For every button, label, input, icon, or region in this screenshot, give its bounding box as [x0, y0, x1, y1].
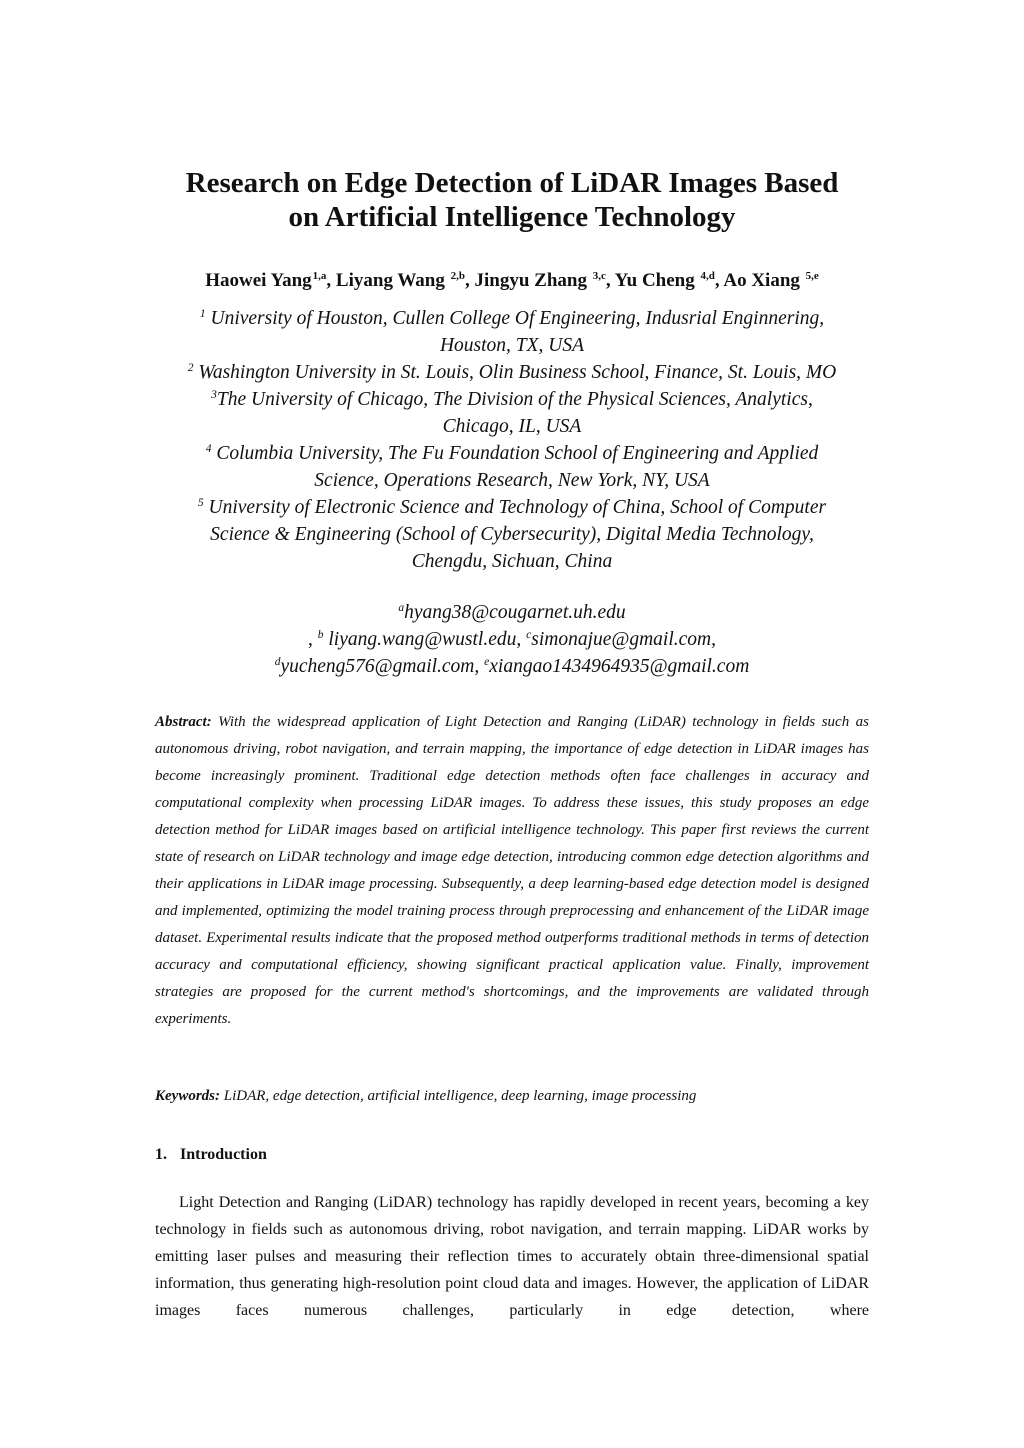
- section-heading-introduction: [155, 1141, 267, 1168]
- email-list: [100, 599, 924, 680]
- email-line-1: $^a$hyang38@cougarnet.uh.edu: [398, 602, 626, 623]
- affiliation-4-line-1: $^4$ Columbia University, The Fu Foundation School of Engineering and Applied: [205, 443, 819, 464]
- author: Liyang Wang $^{2,b}$,: [335, 270, 475, 291]
- paper-title: [100, 166, 924, 234]
- keywords-label: Keywords:: [155, 1088, 220, 1104]
- affiliation-3-line-1: $^3$The University of Chicago, The Division of the Physical Sciences, Analytics,: [211, 389, 813, 410]
- abstract-text: With the widespread application of Light Detection and Ranging (LiDAR) technology in fields such as autonomous driving, robot navigation, and terrain mapping, the importance of edge detection in LiDAR images has become increasingly prominent. Traditional edge detection methods often face challenges in accuracy and computational complexity when processing LiDAR images. To address these issues, this study proposes an edge detection method for LiDAR images based on artificial intelligence technology. This paper first reviews the current state of research on LiDAR technology and image edge detection, introducing common edge detection algorithms and their applications in LiDAR image processing. Subsequently, a deep learning-based edge detection model is designed and implemented, optimizing the model training process through preprocessing and enhancement of the LiDAR image dataset. Experimental results indicate that the proposed method outperforms traditional methods in terms of detection accuracy and computational efficiency, showing significant practical application value. Finally, improvement strategies are proposed for the current method's shortcomings, and the improvements are validated through experiments.: [155, 714, 869, 1027]
- section-title: Introduction: [180, 1146, 267, 1163]
- affiliation-1-line-1: $^1$ University of Houston, Cullen College Of Engineering, Indusrial Enginnering,: [199, 308, 825, 329]
- author: Jingyu Zhang $^{3,c}$,: [474, 270, 615, 291]
- email-a[interactable]: hyang38@cougarnet.uh.edu: [404, 602, 626, 623]
- email-b[interactable]: liyang.wang@wustl.edu,: [323, 629, 527, 650]
- affiliation-4-line-2: Science, Operations Research, New York, NY, USA: [314, 470, 710, 491]
- author-list: [80, 268, 944, 294]
- affiliation-5-line-2: Science & Engineering (School of Cybersecurity), Digital Media Technology,: [210, 524, 814, 545]
- affiliation-1-line-2: Houston, TX, USA: [439, 335, 585, 356]
- keywords-text: LiDAR, edge detection, artificial intelligence, deep learning, image processing: [223, 1088, 697, 1104]
- abstract: [155, 709, 869, 1033]
- title-line-2: on Artificial Intelligence Technology: [288, 201, 736, 233]
- email-e[interactable]: xiangao1434964935@gmail.com: [489, 656, 750, 677]
- author: Yu Cheng $^{4,d}$,: [614, 270, 724, 291]
- affiliation-3-line-2: Chicago, IL, USA: [442, 416, 582, 437]
- section-number: 1.: [155, 1146, 167, 1163]
- email-c[interactable]: simonajue@gmail.com,: [531, 629, 717, 650]
- email-line-3: $^d$yucheng576@gmail.com, $^e$xiangao1434964935@gmail.com: [274, 656, 750, 677]
- abstract-label: Abstract:: [155, 714, 212, 730]
- email-d[interactable]: yucheng576@gmail.com,: [280, 656, 485, 677]
- affiliations: [100, 305, 924, 575]
- author: Haowei Yang$^{1,a}$,: [205, 270, 336, 291]
- title-line-1: Research on Edge Detection of LiDAR Images Based: [185, 167, 839, 199]
- affiliation-5-line-3: Chengdu, Sichuan, China: [411, 551, 613, 572]
- affiliation-2-line-1: $^2$ Washington University in St. Louis, Olin Business School, Finance, St. Louis, MO: [187, 362, 837, 383]
- email-line-2: , $^b$ liyang.wang@wustl.edu, $^c$simonajue@gmail.com,: [307, 629, 717, 650]
- author: Ao Xiang $^{5,e}$: [723, 270, 819, 291]
- introduction-paragraph: Light Detection and Ranging (LiDAR) technology has rapidly developed in recent years, becoming a key technology in fields such as autonomous driving, robot navigation, and terrain mapping. LiDAR works by emitting laser pulses and measuring their reflection times to accurately obtain three-dimensional spatial information, thus generating high-resolution point cloud data and images. However, the application of LiDAR images faces numerous challenges, particularly in edge detection, where: [155, 1194, 869, 1319]
- keywords: [155, 1083, 869, 1110]
- affiliation-5-line-1: $^5$ University of Electronic Science and Technology of China, School of Computer: [197, 497, 827, 518]
